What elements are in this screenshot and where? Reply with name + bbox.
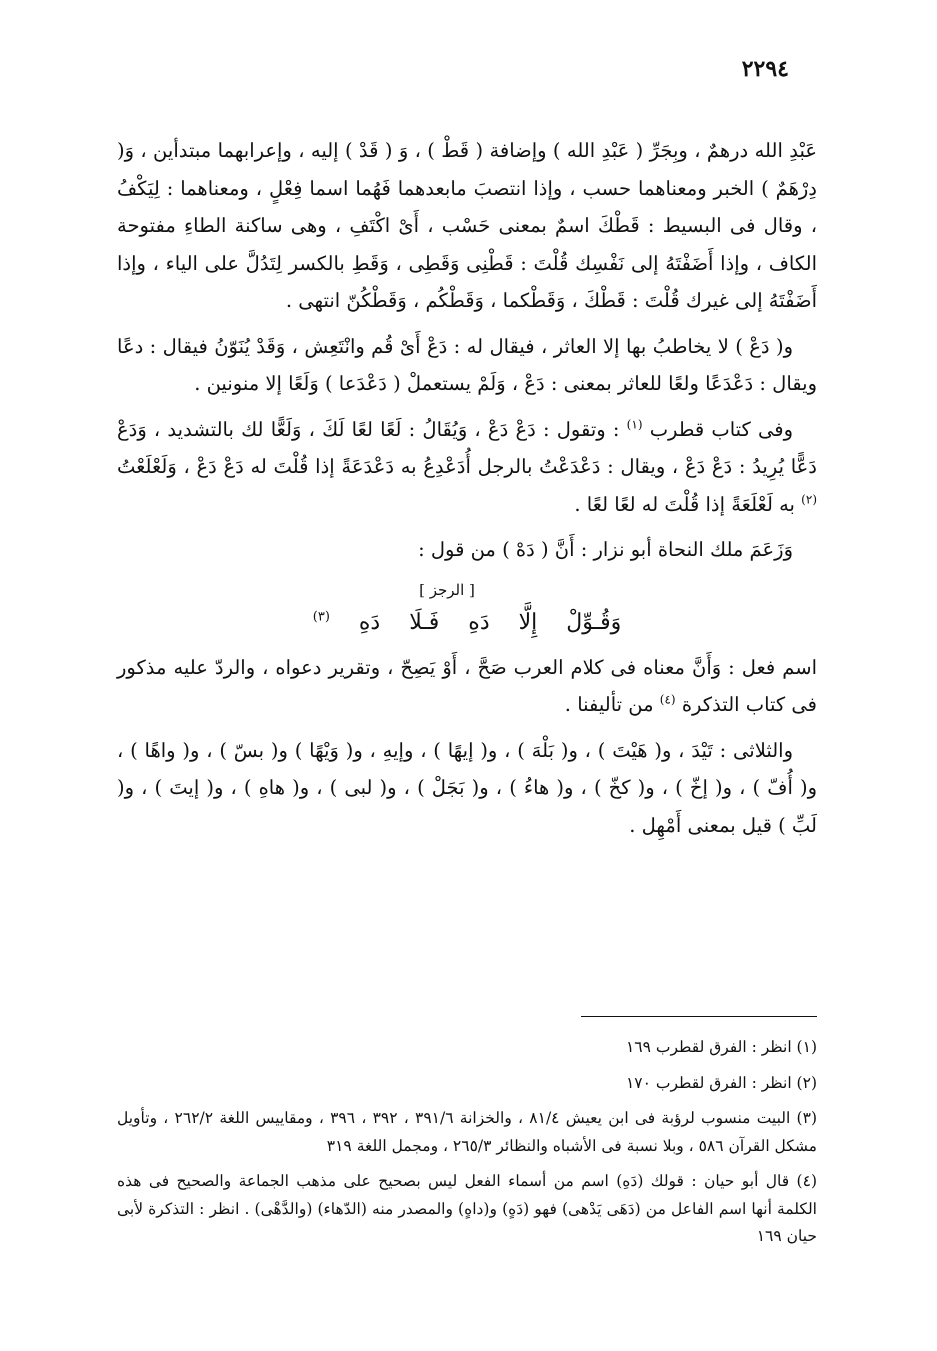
page-number: ٢٢٩٤: [741, 56, 789, 82]
paragraph-5-end: من تأليفنا .: [564, 693, 654, 716]
footnote-ref-4: (٤): [659, 692, 676, 707]
paragraph-6: والثلاثى : تَيْدَ ، و( هَيْتَ ) ، و( بَلْهَ ) ، و( إيهًا ) ، وإيهِ ، و( وَيْهًا ) و( بسّ ) ، و( واهًا ) ، و( أُفّ ) ، و( إخّ ) ، و( كخّ ) ، و( هاءُ ) ، و( بَجَلْ ) ، و( لبى ) ، و( هاهِ ) ، و( إيتَ ) ، و( لَبِّ ) قيل بمعنى أَمْهِل .: [117, 738, 817, 837]
verse-text: وَقُـوِّلْ إِلَّا دَهِ فَـلَا دَهِ: [358, 609, 622, 635]
footnote-4: (٤) قال أبو حيان : قولك (دَهِ) اسم من أسماء الفعل ليس بصحيح على مذهب الجماعة والصحيح فى هذه الكلمة أنها اسم الفاعل من (دَهَى يَدْهى) فهو (دَهٍ) و(داهٍ) والمصدر منه (الدّهاء) (والدَّهْى) . انظر : التذكرة لأبى حيان ١٦٩: [117, 1172, 817, 1245]
footnote-ref-1: (١): [626, 417, 643, 431]
footnote-1: (١) انظر : الفرق لقطرب ١٦٩: [625, 1038, 817, 1056]
verse-meter: [ الرجز ]: [419, 580, 475, 599]
footnote-ref-2: (٢): [801, 492, 817, 506]
paragraph-5: [117, 649, 817, 724]
paragraph-3-start: وفى كتاب قطرب: [649, 417, 793, 441]
paragraph-1: عَبْدِ الله درهمٌ ، وبِجَرِّ ( عَبْدِ الله ) وإضافة ( قَطْ ) ، وَ ( قَدْ ) إليه ، وإعرابهما مبتدأين ، وَ( دِرْهَمٌ ) الخبر ومعناهما حسب ، وإذا انتصبَ مابعدهما فَهُما اسما فِعْلٍ ، ومعناهما : لِيَكْفُ ، وقال فى البسيط : قَطْكَ اسمٌ بمعنى حَسْب ، أَىْ اكْتَفِ ، وهى ساكنة الطاءِ مفتوحة الكاف ، وإذا أَضَفْتَهُ إلى نَفْسِك قُلْتَ : قَطْنِى وَقَطِى ، وَقَطِ بالكسر لِتَدُلَّ على الياء ، وإذا أَضَفْتَهُ إلى غيرك قُلْتَ : قَطْكَ ، وَقَطْكما ، وَقَطْكُم ، وَقَطْكُنّ انتهى .: [117, 139, 817, 312]
footnotes: [117, 1034, 817, 1259]
paragraph-3-end: به لَعْلَعَةً إذا قُلْتَ له لعًا لعًا .: [574, 492, 795, 516]
paragraph-5-start: اسم فعل : وَأَنَّ معناه فى كلام العرب صَحَّ ، أَوْ يَصِحّ ، وتقرير دعواه ، والردّ عليه مذكور فى كتاب التذكرة: [117, 655, 817, 716]
footnote-ref-3: (٣): [312, 609, 330, 625]
footnote-divider: [581, 1016, 817, 1017]
paragraph-3-middle: : وتقول : دَعْ دَعْ ، وَيُقَالُ : لَعًا لعًا لَكَ ، وَلَعًّا لك بالتشديد ، وَدَعْ دَعًّا يُرِيدُ : دَعْ دَعْ ، ويقال : دَعْدَعْتُ بالرجل أُدَعْدِعُ به دَعْدَعَةً إذا قُلْتَ له دَعْ دَعْ ، وَلَعْلَعْتُ: [117, 417, 817, 478]
paragraph-3: [117, 411, 817, 524]
main-text: [117, 132, 817, 852]
footnote-2: (٢) انظر : الفرق لقطرب ١٧٠: [625, 1073, 817, 1092]
verse-line: [117, 603, 817, 643]
footnote-3: (٣) البيت منسوب لرؤبة فى ابن يعيش ٨١/٤ ، والخزانة ٣٩١/٦ ، ٣٩٢ ، ٣٩٦ ، ومقاييس اللغة ٢٦٢/٢ ، وتأويل مشكل القرآن ٥٨٦ ، وبلا نسبة فى الأشباه والنظائر ٢٦٥/٣ ، ومجمل اللغة ٣١٩: [117, 1109, 817, 1155]
paragraph-4: وَزَعَمَ ملك النحاة أبو نزار : أَنَّ ( دَهْ ) من قول :: [418, 538, 793, 561]
paragraph-2: و( دَعْ ) لا يخاطبُ بها إلا العاثر ، فيقال له : دَعْ أَىْ قُم وانْتَعِش ، وَقَدْ يُنَوّنُ فيقال : دعًا ويقال : دَعْدَعًا ولعًا للعاثر بمعنى : دَعْ ، وَلَمْ يستعملْ ( دَعْدَعا ) وَلَعًا إلا منونين .: [117, 334, 817, 395]
